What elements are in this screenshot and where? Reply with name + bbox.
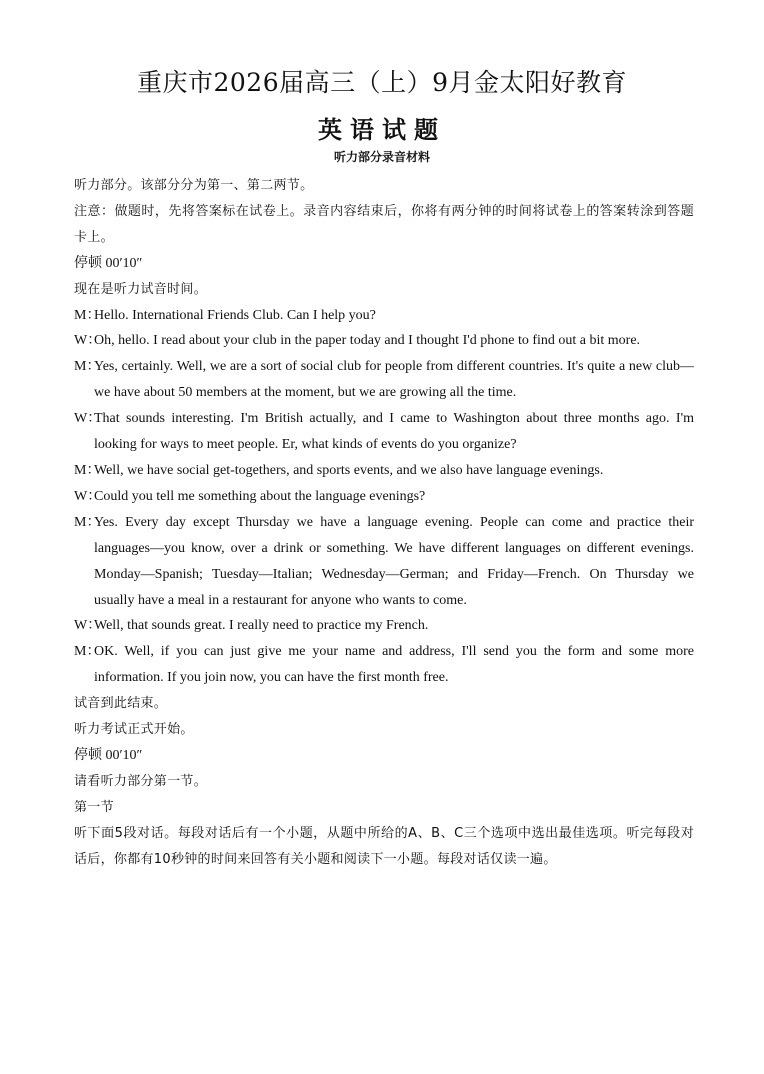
dialogue-line <box>74 458 694 484</box>
exam-start: 听力考试正式开始。 <box>74 722 194 738</box>
trial-start: 现在是听力试音时间。 <box>74 281 208 297</box>
speaker-label: M： <box>74 462 101 478</box>
exam-title: 重庆市2026届高三（上）9月金太阳好教育 <box>136 68 628 97</box>
instruction-note: 注意：做题时，先将答案标在试卷上。录音内容结束后，你将有两分钟的时间将试卷上的答案转涂到答题卡上。 <box>74 203 694 245</box>
speaker-label: W： <box>74 411 102 427</box>
section-prompt: 请看听力部分第一节。 <box>74 773 208 789</box>
speaker-label: W： <box>74 488 102 504</box>
dialogue-text: Could you tell me something about the language evenings? <box>94 488 426 504</box>
dialogue-line <box>74 354 694 406</box>
dialogue-line <box>74 510 694 614</box>
dialogue-line <box>74 303 694 329</box>
dialogue-text: Well, we have social get-togethers, and sports events, and we also have language evenings. <box>94 462 604 478</box>
dialogue-text: Hello. International Friends Club. Can I help you? <box>94 307 376 323</box>
dialogue-line <box>74 328 694 354</box>
pause-marker: 停顿 00′10″ <box>74 255 143 271</box>
trial-end: 试音到此结束。 <box>74 696 168 712</box>
dialogue-text: Yes. Every day except Thursday we have a language evening. People can come and practice their languages—you know, over a drink or something. We have different languages on different evenings. Monday—Spanish; Tuesday—Italian; Wednesday—German; and Friday—French. On Thursday we usually have a meal in a restaurant for anyone who wants to come. <box>94 514 694 608</box>
dialogue-text: Well, that sounds great. I really need to practice my French. <box>94 618 429 634</box>
section-instructions: 听下面5段对话。每段对话后有一个小题，从题中所给的A、B、C三个选项中选出最佳选项。听完每段对话后，你都有10秒钟的时间来回答有关小题和阅读下一小题。每段对话仅读一遍。 <box>74 825 694 867</box>
speaker-label: W： <box>74 333 102 349</box>
dialogue-text: That sounds interesting. I'm British actually, and I came to Washington about three months ago. I'm looking for ways to meet people. Er, what kinds of events do you organize? <box>94 411 694 453</box>
speaker-label: M： <box>74 514 101 530</box>
pause-marker: 停顿 00′10″ <box>74 747 143 763</box>
dialogue-line <box>74 406 694 458</box>
speaker-label: M： <box>74 644 101 660</box>
intro-line: 听力部分。该部分分为第一、第二两节。 <box>74 178 314 193</box>
dialogue-text: Oh, hello. I read about your club in the paper today and I thought I'd phone to find out a bit more. <box>94 333 641 349</box>
speaker-label: W： <box>74 618 102 634</box>
dialogue-line <box>74 484 694 510</box>
section-title: 第一节 <box>74 799 114 815</box>
speaker-label: M： <box>74 359 101 375</box>
section-subtitle: 听力部分录音材料 <box>333 150 430 164</box>
speaker-label: M： <box>74 307 101 323</box>
document-body <box>74 173 694 872</box>
dialogue-text: OK. Well, if you can just give me your name and address, I'll send you the form and some more information. If you join now, you can have the first month free. <box>94 644 694 686</box>
dialogue-line <box>74 639 694 691</box>
subject-title: 英语试题 <box>318 115 446 144</box>
dialogue-line <box>74 613 694 639</box>
dialogue-text: Yes, certainly. Well, we are a sort of social club for people from different countries. It's quite a new club—we have about 50 members at the moment, but we are growing all the time. <box>94 359 694 401</box>
